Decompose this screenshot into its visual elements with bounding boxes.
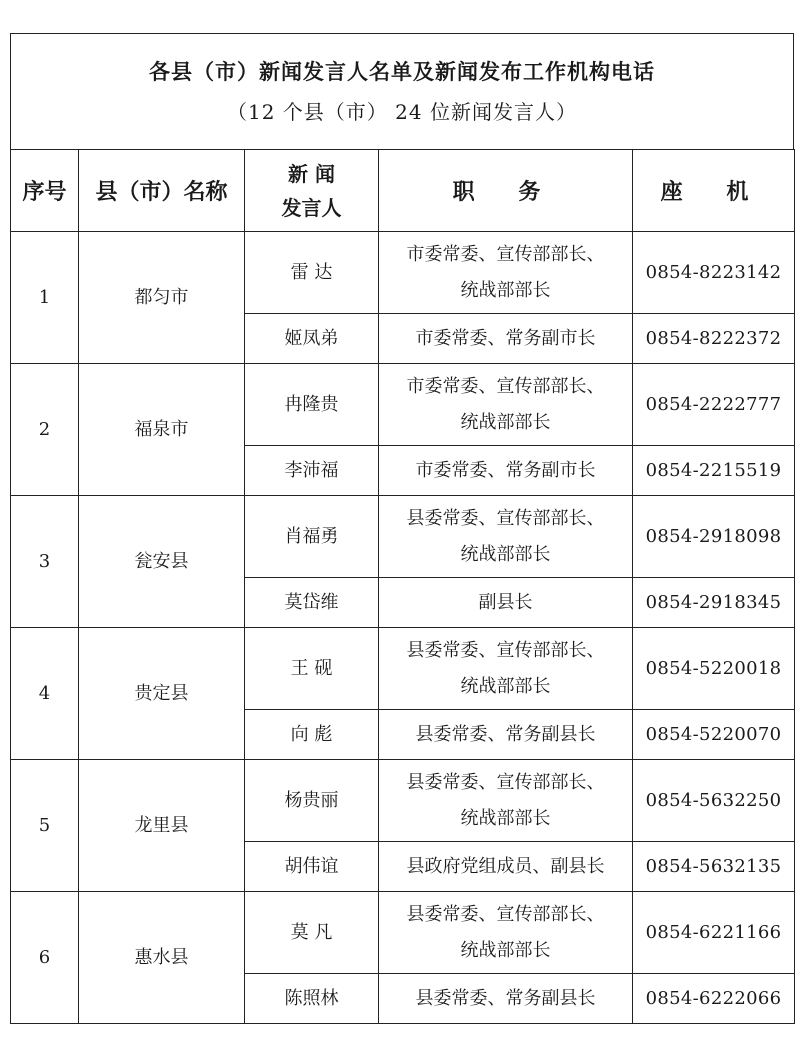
duty-line2: 统战部部长 — [460, 279, 551, 301]
header-spokesperson-line1: 新 闻 — [288, 161, 335, 186]
table-row — [11, 232, 795, 314]
phone-number: 0854-6221166 — [633, 892, 795, 974]
row-seq: 4 — [11, 628, 79, 760]
spokesperson-duty — [379, 232, 633, 314]
duty-line1: 县委常委、宣传部部长、 — [406, 507, 605, 529]
row-seq: 2 — [11, 364, 79, 496]
spokesperson-duty — [379, 496, 633, 578]
spokesperson-duty — [379, 314, 633, 364]
spokesperson-duty — [379, 760, 633, 842]
duty-line1: 市委常委、宣传部部长、 — [406, 375, 605, 397]
spokesperson-duty — [379, 628, 633, 710]
duty-line1: 市委常委、宣传部部长、 — [406, 243, 605, 265]
row-county: 惠水县 — [79, 892, 245, 1024]
phone-number: 0854-8223142 — [633, 232, 795, 314]
phone-number: 0854-5632135 — [633, 842, 795, 892]
row-seq: 1 — [11, 232, 79, 364]
spokesperson-name: 杨贵丽 — [245, 760, 379, 842]
phone-number: 0854-5632250 — [633, 760, 795, 842]
header-duty: 职 务 — [379, 150, 633, 232]
table-body — [11, 232, 795, 1024]
phone-number: 0854-8222372 — [633, 314, 795, 364]
spokesperson-duty — [379, 710, 633, 760]
duty-line2: 统战部部长 — [460, 675, 551, 697]
phone-number: 0854-2918345 — [633, 578, 795, 628]
row-county: 福泉市 — [79, 364, 245, 496]
row-county: 瓮安县 — [79, 496, 245, 628]
table-row — [11, 760, 795, 842]
duty-line2: 统战部部长 — [460, 939, 551, 961]
header-row — [11, 150, 795, 232]
phone-number: 0854-2222777 — [633, 364, 795, 446]
phone-number: 0854-6222066 — [633, 974, 795, 1024]
header-spokesperson — [245, 150, 379, 232]
duty-line1: 县政府党组成员、副县长 — [406, 855, 605, 877]
duty-line1: 县委常委、宣传部部长、 — [406, 771, 605, 793]
duty-line2: 统战部部长 — [460, 543, 551, 565]
row-county: 龙里县 — [79, 760, 245, 892]
duty-line1: 县委常委、常务副县长 — [415, 723, 596, 745]
row-seq: 5 — [11, 760, 79, 892]
table-row — [11, 892, 795, 974]
phone-number: 0854-5220070 — [633, 710, 795, 760]
row-county: 都匀市 — [79, 232, 245, 364]
duty-line1: 县委常委、宣传部部长、 — [406, 903, 605, 925]
spokesperson-name: 胡伟谊 — [245, 842, 379, 892]
spokesperson-duty — [379, 892, 633, 974]
spokesperson-table — [10, 149, 795, 1024]
duty-line1: 市委常委、常务副市长 — [415, 327, 596, 349]
duty-line2: 统战部部长 — [460, 411, 551, 433]
duty-line1: 副县长 — [478, 591, 533, 613]
table-row — [11, 364, 795, 446]
row-seq: 3 — [11, 496, 79, 628]
row-seq: 6 — [11, 892, 79, 1024]
spokesperson-name: 陈照林 — [245, 974, 379, 1024]
header-phone: 座 机 — [633, 150, 795, 232]
duty-line2: 统战部部长 — [460, 807, 551, 829]
spokesperson-name: 王 砚 — [245, 628, 379, 710]
row-county: 贵定县 — [79, 628, 245, 760]
phone-number: 0854-5220018 — [633, 628, 795, 710]
spokesperson-duty — [379, 364, 633, 446]
spokesperson-duty — [379, 446, 633, 496]
duty-line1: 县委常委、宣传部部长、 — [406, 639, 605, 661]
spokesperson-duty — [379, 974, 633, 1024]
duty-line1: 市委常委、常务副市长 — [415, 459, 596, 481]
spokesperson-duty — [379, 578, 633, 628]
spokesperson-duty — [379, 842, 633, 892]
document-frame — [10, 33, 794, 1033]
spokesperson-name: 肖福勇 — [245, 496, 379, 578]
spokesperson-name: 冉隆贵 — [245, 364, 379, 446]
table-row — [11, 496, 795, 578]
table-row — [11, 628, 795, 710]
document-title: 各县（市）新闻发言人名单及新闻发布工作机构电话 — [149, 60, 655, 84]
header-spokesperson-line2: 发言人 — [281, 195, 342, 220]
duty-line1: 县委常委、常务副县长 — [415, 987, 596, 1009]
spokesperson-name: 姬凤弟 — [245, 314, 379, 364]
phone-number: 0854-2918098 — [633, 496, 795, 578]
header-seq: 序号 — [11, 150, 79, 232]
phone-number: 0854-2215519 — [633, 446, 795, 496]
header-county: 县（市）名称 — [79, 150, 245, 232]
spokesperson-name: 莫 凡 — [245, 892, 379, 974]
spokesperson-name: 雷 达 — [245, 232, 379, 314]
document-subtitle: （12 个县（市） 24 位新闻发言人） — [227, 100, 577, 124]
spokesperson-name: 莫岱维 — [245, 578, 379, 628]
spokesperson-name: 向 彪 — [245, 710, 379, 760]
spokesperson-name: 李沛福 — [245, 446, 379, 496]
title-box — [10, 33, 794, 149]
